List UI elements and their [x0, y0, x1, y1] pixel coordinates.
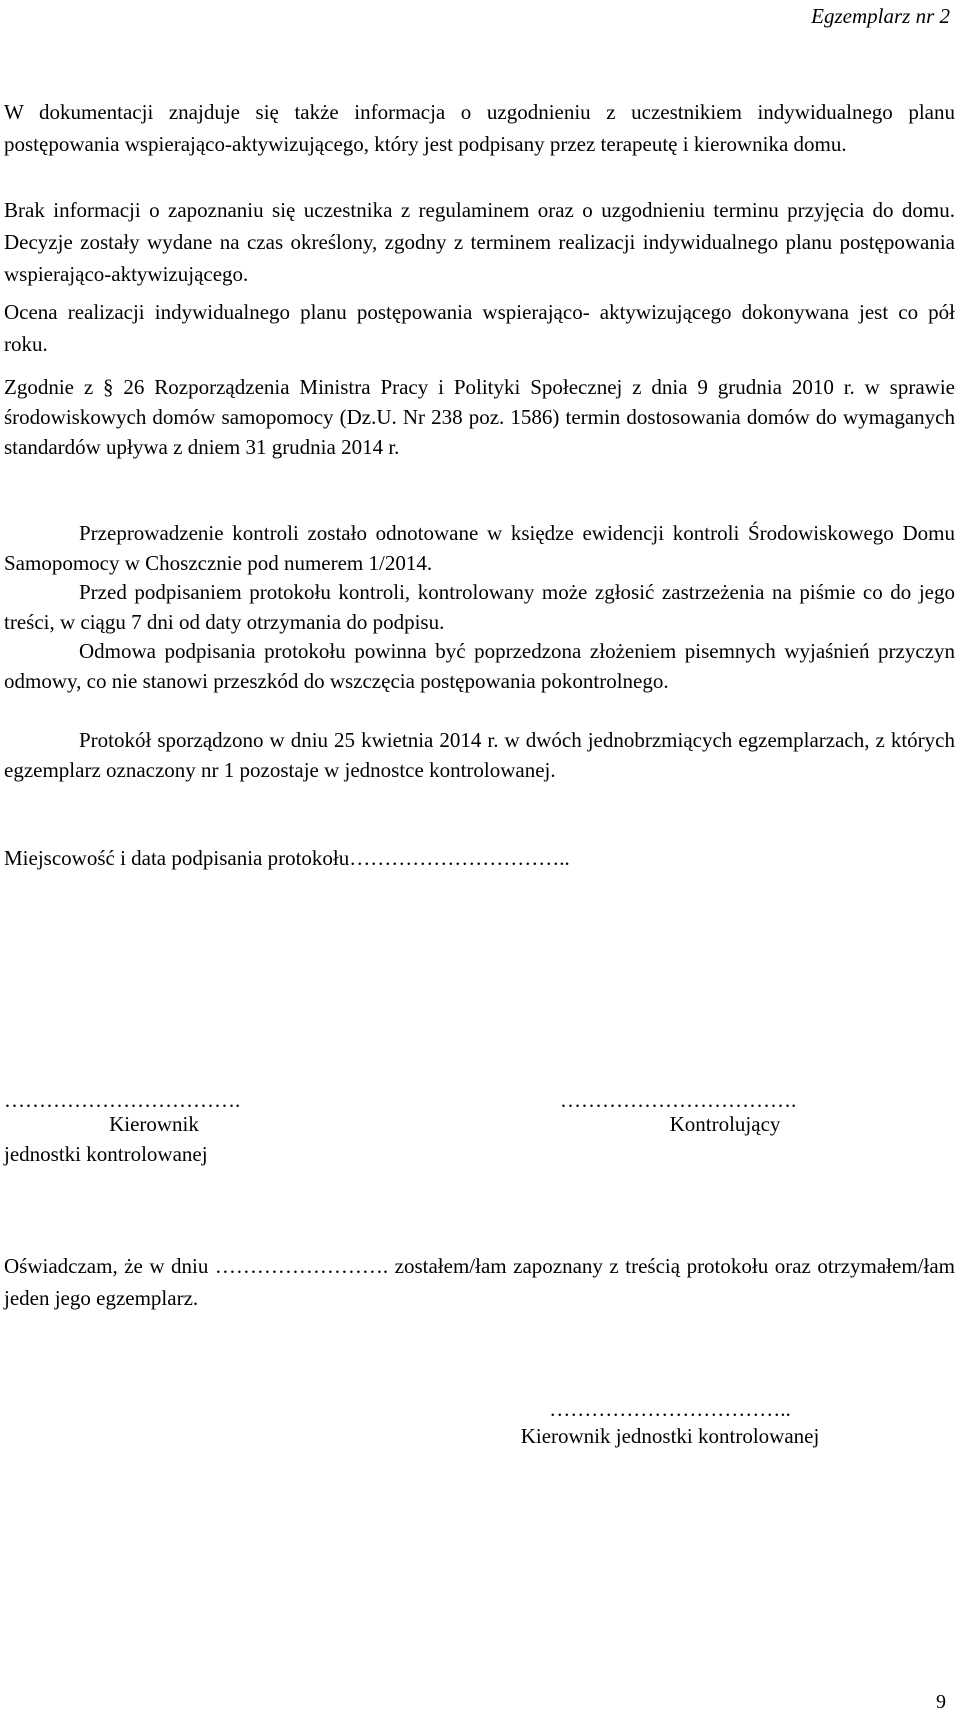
page-number: 9	[936, 1691, 946, 1713]
declaration-paragraph: Oświadczam, że w dniu ……………………. zostałem/łam zapoznany z treścią protokołu oraz otrzymałem/łam jeden jego egzemplarz.	[4, 1254, 955, 1310]
paragraph-protocol-copies: Protokół sporządzono w dniu 25 kwietnia 2014 r. w dwóch jednobrzmiących egzemplarzach, z których egzemplarz oznaczony nr 1 pozostaje w jednostce kontrolowanej.	[4, 728, 955, 782]
place-date-line: Miejscowość i data podpisania protokołu…………………………..	[4, 846, 570, 870]
final-signature-dots: ……………………………..	[549, 1397, 791, 1421]
paragraph-objections: Przed podpisaniem protokołu kontroli, kontrolowany może zgłosić zastrzeżenia na piśmie co do jego treści, w ciągu 7 dni od daty otrzymania do podpisu.	[4, 580, 955, 634]
signature-inspector-title: Kontrolujący	[669, 1112, 781, 1136]
paragraph-documentation: W dokumentacji znajduje się także informacja o uzgodnieniu z uczestnikiem indywidualnego planu postępowania wspierająco-aktywizującego, który jest podpisany przez terapeutę i kierownika domu.	[4, 100, 955, 156]
signature-inspector-dots: …………………………….	[560, 1088, 797, 1112]
paragraph-refusal: Odmowa podpisania protokołu powinna być poprzedzona złożeniem pisemnych wyjaśnień przyczyn odmowy, co nie stanowi przeszkód do wszczęcia postępowania pokontrolnego.	[4, 639, 955, 693]
paragraph-regulation: Zgodnie z § 26 Rozporządzenia Ministra Pracy i Polityki Społecznej z dnia 9 grudnia 2010 r. w sprawie środowiskowych domów samopomocy (Dz.U. Nr 238 poz. 1586) termin dostosowania domów do wymaganych standardów upływa z dniem 31 grudnia 2014 r.	[4, 375, 955, 459]
copy-label: Egzemplarz nr 2	[811, 4, 950, 28]
signature-manager-title: Kierownik	[109, 1112, 199, 1136]
final-signature-title: Kierownik jednostki kontrolowanej	[520, 1424, 820, 1448]
signature-manager-dots: …………………………….	[4, 1088, 241, 1112]
signature-manager-subtitle: jednostki kontrolowanej	[4, 1142, 208, 1166]
paragraph-missing-info: Brak informacji o zapoznaniu się uczestnika z regulaminem oraz o uzgodnieniu terminu przyjęcia do domu. Decyzje zostały wydane na czas określony, zgodny z terminem realizacji indywidualnego planu postępowania wspierająco-aktywizującego.	[4, 198, 955, 286]
paragraph-assessment: Ocena realizacji indywidualnego planu postępowania wspierająco- aktywizującego dokonywana jest co pół roku.	[4, 300, 955, 356]
paragraph-control-record: Przeprowadzenie kontroli zostało odnotowane w księdze ewidencji kontroli Środowiskowego Domu Samopomocy w Choszcznie pod numerem 1/2014.	[4, 521, 955, 575]
